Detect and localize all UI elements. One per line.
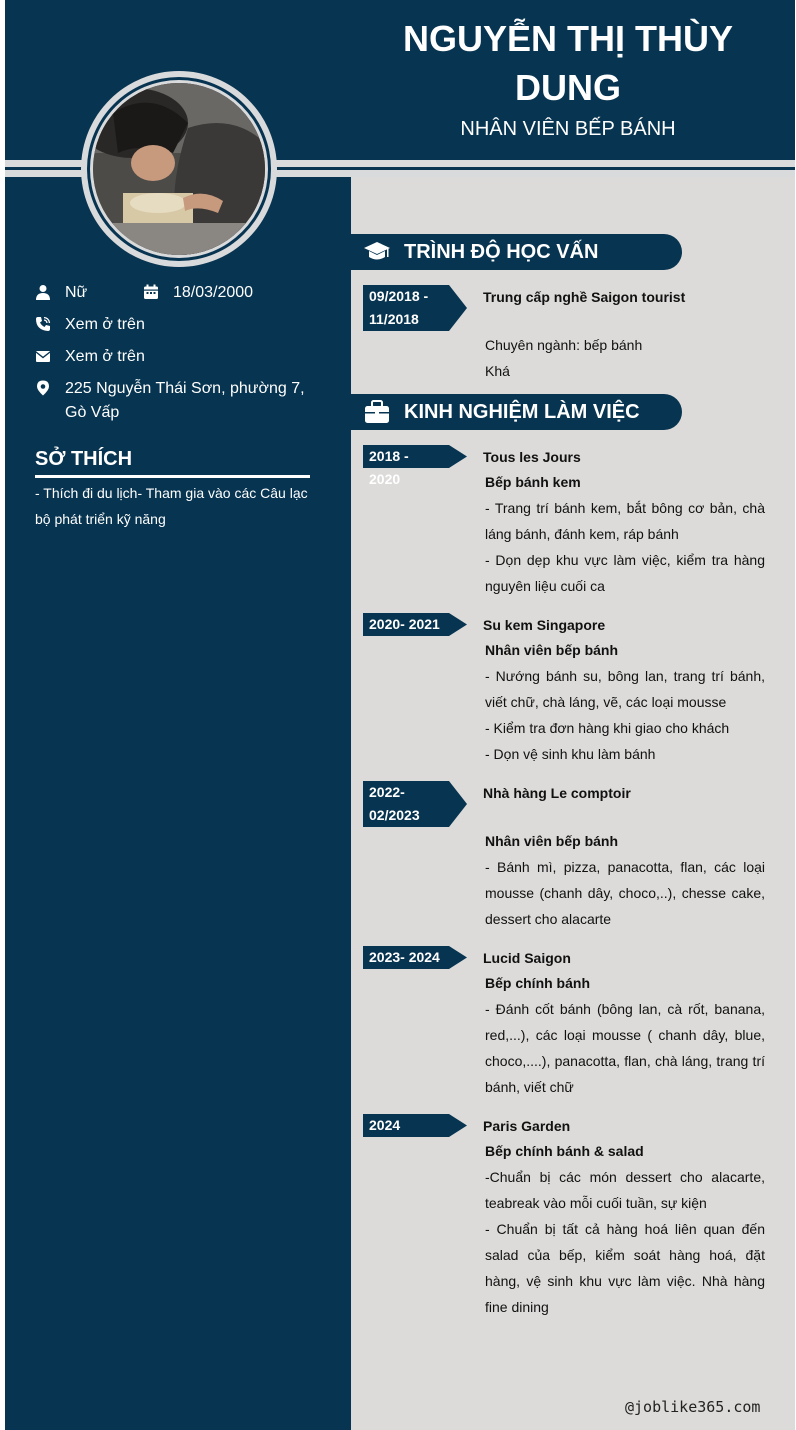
hobbies-text: - Thích đi du lịch- Tham gia vào các Câu lạc bộ phát triển kỹ năng — [35, 485, 308, 527]
date-arrow — [447, 946, 467, 969]
experience-section-header — [351, 394, 682, 430]
education-section-header — [351, 234, 682, 270]
candidate-name: NGUYỄN THỊ THÙY DUNG — [402, 18, 733, 108]
company-name: Lucid Saigon — [483, 950, 571, 966]
hobbies-divider — [35, 475, 310, 478]
date-arrow — [447, 285, 467, 331]
job-title: NHÂN VIÊN BẾP BÁNH — [460, 118, 676, 140]
user-icon — [35, 284, 51, 300]
company-name: Tous les Jours — [483, 449, 581, 465]
job-date: 2018 - 2020 — [363, 445, 447, 468]
hobbies-heading: SỞ THÍCH — [35, 448, 133, 470]
education-date: 09/2018 - 11/2018 — [363, 285, 447, 331]
job-date: 2024 — [363, 1114, 447, 1137]
job-details — [485, 970, 765, 1100]
education-details — [485, 332, 765, 384]
education-major: Chuyên ngành: bếp bánh — [485, 337, 643, 353]
phone-icon — [35, 316, 51, 332]
job-role: Bếp chính bánh & salad — [485, 1143, 644, 1159]
job-duty: - Kiểm tra đơn hàng khi giao cho khách — [485, 720, 730, 736]
job-date: 2023- 2024 — [363, 946, 447, 969]
briefcase-icon — [363, 400, 391, 424]
job-details — [485, 469, 765, 599]
job-duty: -Chuẩn bị các món dessert cho alacarte, teabreak vào mỗi cuối tuần, sự kiện — [485, 1169, 765, 1211]
avatar-photo — [93, 83, 265, 255]
job-duty: - Nướng bánh su, bông lan, trang trí bánh, viết chữ, chà láng, vẽ, các loại mousse — [485, 668, 765, 710]
job-role: Bếp chính bánh — [485, 975, 590, 991]
school-name: Trung cấp nghề Saigon tourist — [483, 289, 686, 305]
email-value: Xem ở trên — [65, 348, 145, 365]
job-details — [485, 637, 765, 767]
phone-value: Xem ở trên — [65, 316, 145, 333]
job-role: Nhân viên bếp bánh — [485, 833, 619, 849]
job-duty: - Trang trí bánh kem, bắt bông cơ bản, chà láng bánh, đánh kem, ráp bánh — [485, 500, 765, 542]
address-value: 225 Nguyễn Thái Sơn, phường 7, Gò Vấp — [65, 380, 305, 421]
company-name: Nhà hàng Le comptoir — [483, 785, 631, 801]
job-role: Nhân viên bếp bánh — [485, 642, 619, 658]
experience-title: KINH NGHIỆM LÀM VIỆC — [404, 401, 640, 423]
job-role: Bếp bánh kem — [485, 474, 581, 490]
date-arrow — [447, 445, 467, 468]
graduation-cap-icon — [363, 240, 391, 264]
birthdate-value: 18/03/2000 — [173, 284, 254, 301]
job-duty: - Dọn vệ sinh khu làm bánh — [485, 746, 656, 762]
date-arrow — [447, 613, 467, 636]
watermark: @joblike365.com — [625, 1398, 761, 1416]
job-duty: - Đánh cốt bánh (bông lan, cà rốt, banana, red,...), các loại mousse ( chanh dây, blue, choco,....), panacotta, flan, chà láng, trang trí bánh, viết chữ — [485, 1001, 765, 1095]
date-arrow — [447, 781, 467, 827]
job-details — [485, 828, 765, 932]
job-date: 2020- 2021 — [363, 613, 447, 636]
job-duty: - Dọn dẹp khu vực làm việc, kiểm tra hàng nguyên liệu cuối ca — [485, 552, 765, 594]
gender-value: Nữ — [65, 284, 88, 301]
company-name: Paris Garden — [483, 1118, 571, 1134]
avatar — [93, 83, 265, 255]
resume-page — [5, 0, 795, 1430]
calendar-icon — [143, 284, 159, 300]
job-duty: - Chuẩn bị tất cả hàng hoá liên quan đến salad của bếp, kiểm soát hàng hoá, đặt hàng, vệ sinh khu vực làm việc. Nhà hàng fine dining — [485, 1221, 765, 1315]
job-details — [485, 1138, 765, 1320]
sidebar — [5, 177, 351, 1430]
envelope-icon — [35, 348, 51, 364]
date-arrow — [447, 1114, 467, 1137]
company-name: Su kem Singapore — [483, 617, 606, 633]
location-pin-icon — [35, 380, 51, 396]
education-grade: Khá — [485, 363, 510, 379]
education-title: TRÌNH ĐỘ HỌC VẤN — [404, 241, 599, 263]
job-date: 2022- 02/2023 — [363, 781, 447, 827]
job-duty: - Bánh mì, pizza, panacotta, flan, các loại mousse (chanh dây, choco,..), chesse cake, dessert cho alacarte — [485, 859, 765, 927]
